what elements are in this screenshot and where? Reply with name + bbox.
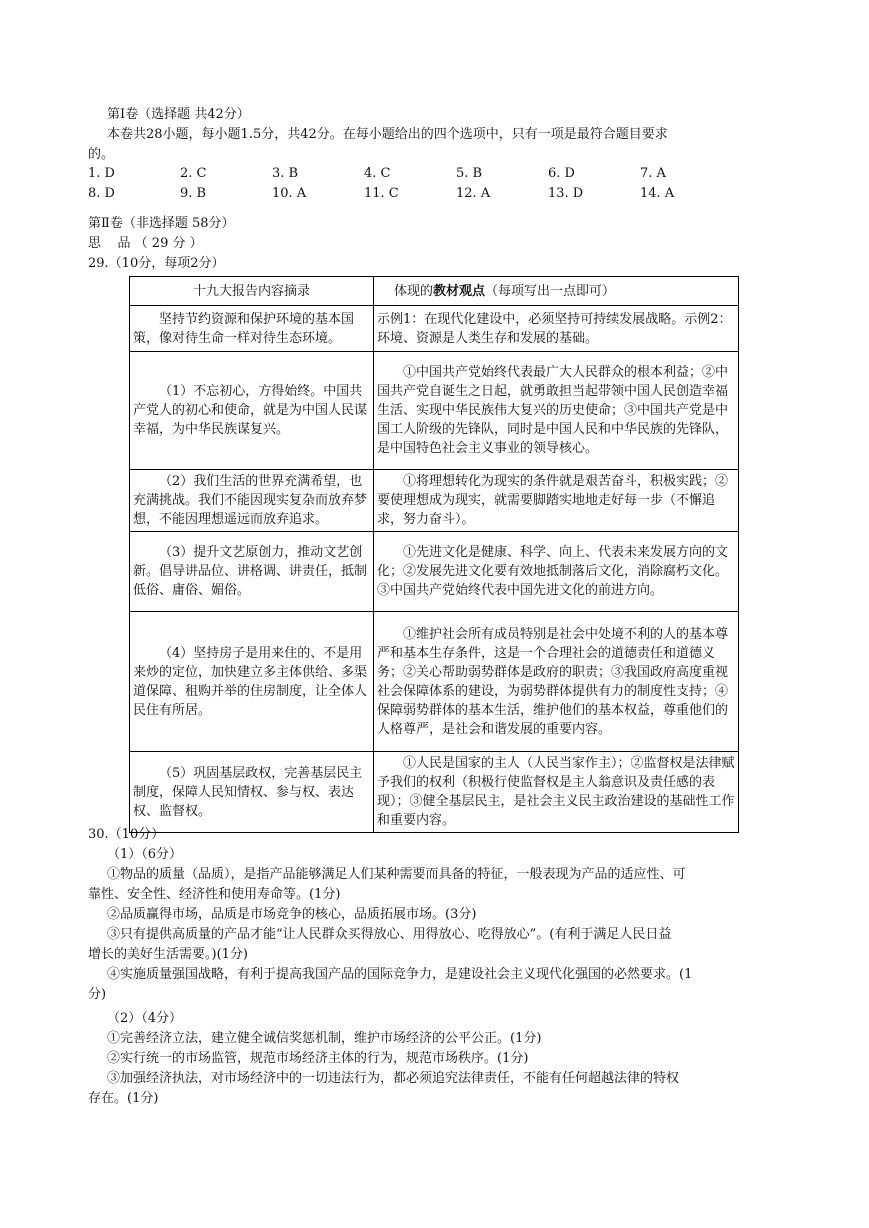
question-30-title: 30.（10分） — [88, 827, 165, 842]
question-30-sub1-title: （1）（6分） — [107, 847, 183, 862]
table-cell-viewpoint: ①中国共产党始终代表最广大人民群众的根本利益；②中国共产党自诞生之日起，就勇敢担当起带领中国人民创造幸福生活、实现中华民族伟大复兴的历史使命；③中国共产党是中国工人阶级的先锋队，同时是中国人民和中华民族的先锋队，是中国特色社会主义事业的领导核心。 — [374, 352, 739, 470]
answer-row-2 — [88, 186, 732, 201]
table-cell-viewpoint: ①人民是国家的主人（人民当家作主）；②监督权是法律赋予我们的权利（积极行使监督权是主人翁意识及责任感的表现）；③健全基层民主，是社会主义民主政治建设的基础性工作和重要内容。 — [374, 752, 739, 833]
part2-title: 第Ⅱ卷（非选择题 58分） — [88, 216, 235, 231]
answer-point: ①物品的质量（品质），是指产品能够满足人们某种需要而具备的特征，一般表现为产品的适应性、可 — [107, 867, 686, 882]
content-table — [129, 276, 739, 833]
part1-title: 第Ⅰ卷（选择题 共42分） — [107, 107, 250, 122]
table-row — [130, 352, 739, 470]
answer-point: ③只有提供高质量的产品才能“让人民群众买得放心、用得放心、吃得放心”。(有利于满足人民日益 — [107, 927, 672, 942]
answer-item: 4. C — [364, 166, 391, 181]
answer-item: 12. A — [456, 186, 491, 201]
table-cell-viewpoint: ①将理想转化为现实的条件就是艰苦奋斗，积极实践；②要使理想成为现实，就需要脚踏实地地走好每一步（不懈追求，努力奋斗）。 — [374, 470, 739, 532]
answer-point: ②品质赢得市场，品质是市场竞争的核心，品质拓展市场。(3分) — [107, 907, 477, 922]
answer-row-1 — [88, 166, 732, 181]
table-row — [130, 306, 739, 352]
table-cell-excerpt: （5）巩固基层政权，完善基层民主制度，保障人民知情权、参与权、表达权、监督权。 — [130, 752, 374, 833]
answer-item: 5. B — [456, 166, 483, 181]
answer-point: 靠性、安全性、经济性和使用寿命等。(1分) — [88, 887, 341, 902]
answer-point: 增长的美好生活需要。)(1分) — [88, 947, 248, 962]
answer-point: ④实施质量强国战略，有利于提高我国产品的国际竞争力，是建设社会主义现代化强国的必然要求。(1 — [107, 967, 693, 982]
table-row — [130, 752, 739, 833]
answer-point: ①完善经济立法，建立健全诚信奖惩机制，维护市场经济的公平公正。(1分) — [107, 1031, 542, 1046]
answer-point: ②实行统一的市场监管，规范市场经济主体的行为，规范市场秩序。(1分) — [107, 1051, 529, 1066]
answer-item: 7. A — [640, 166, 666, 181]
table-cell-viewpoint: ①先进文化是健康、科学、向上、代表未来发展方向的文化；②发展先进文化要有效地抵制落后文化，消除腐朽文化。③中国共产党始终代表中国先进文化的前进方向。 — [374, 532, 739, 612]
answer-item: 1. D — [88, 166, 115, 181]
question-29-title: 29.（10分，每项2分） — [88, 256, 225, 271]
answer-item: 14. A — [640, 186, 675, 201]
table-cell-excerpt: 坚持节约资源和保护环境的基本国策，像对待生命一样对待生态环境。 — [130, 306, 374, 352]
table-cell-viewpoint: ①维护社会所有成员特别是社会中处境不利的人的基本尊严和基本生存条件，这是一个合理社会的道德责任和道德义务；②关心帮助弱势群体是政府的职责；③我国政府高度重视社会保障体系的建设，为弱势群体提供有力的制度性支持；④保障弱势群体的基本生活，维护他们的基本权益，尊重他们的人格尊严，是社会和谐发展的重要内容。 — [374, 612, 739, 752]
answer-item: 11. C — [364, 186, 399, 201]
answer-point: ③加强经济执法，对市场经济中的一切违法行为，都必须追究法律责任，不能有任何超越法律的特权 — [107, 1071, 680, 1086]
part1-description-line1: 本卷共28小题，每小题1.5分，共42分。在每小题给出的四个选项中，只有一项是最符合题目要求 — [107, 127, 668, 142]
table-header-left: 十九大报告内容摘录 — [130, 277, 374, 306]
table-cell-excerpt: （1）不忘初心，方得始终。中国共产党人的初心和使命，就是为中国人民谋幸福，为中华民族谋复兴。 — [130, 352, 374, 470]
answer-item: 2. C — [180, 166, 207, 181]
answer-item: 3. B — [272, 166, 299, 181]
answer-item: 9. B — [180, 186, 207, 201]
table-header-row — [130, 277, 739, 306]
answer-item: 8. D — [88, 186, 115, 201]
answer-point: 存在。(1分) — [88, 1091, 159, 1106]
table-row — [130, 470, 739, 532]
subject-heading: 思 品 （ 29 分 ） — [88, 236, 203, 251]
answer-item: 6. D — [548, 166, 575, 181]
answer-point: 分) — [88, 987, 107, 1002]
answer-item: 13. D — [548, 186, 584, 201]
table-cell-excerpt: （2）我们生活的世界充满希望，也充满挑战。我们不能因现实复杂而放弃梦想，不能因理想遥远而放弃追求。 — [130, 470, 374, 532]
table-row — [130, 612, 739, 752]
table-cell-excerpt: （4）坚持房子是用来住的、不是用来炒的定位，加快建立多主体供给、多渠道保障、租购并举的住房制度，让全体人民住有所居。 — [130, 612, 374, 752]
answer-item: 10. A — [272, 186, 307, 201]
table-row — [130, 532, 739, 612]
table-header-right: 体现的教材观点（每项写出一点即可） — [374, 277, 739, 306]
table-cell-viewpoint: 示例1：在现代化建设中，必须坚持可持续发展战略。示例2：环境、资源是人类生存和发展的基础。 — [374, 306, 739, 352]
question-30-sub2-title: （2）（4分） — [107, 1011, 183, 1026]
table-cell-excerpt: （3）提升文艺原创力，推动文艺创新。倡导讲品位、讲格调、讲责任，抵制低俗、庸俗、媚俗。 — [130, 532, 374, 612]
part1-description-line2: 的。 — [88, 147, 115, 162]
